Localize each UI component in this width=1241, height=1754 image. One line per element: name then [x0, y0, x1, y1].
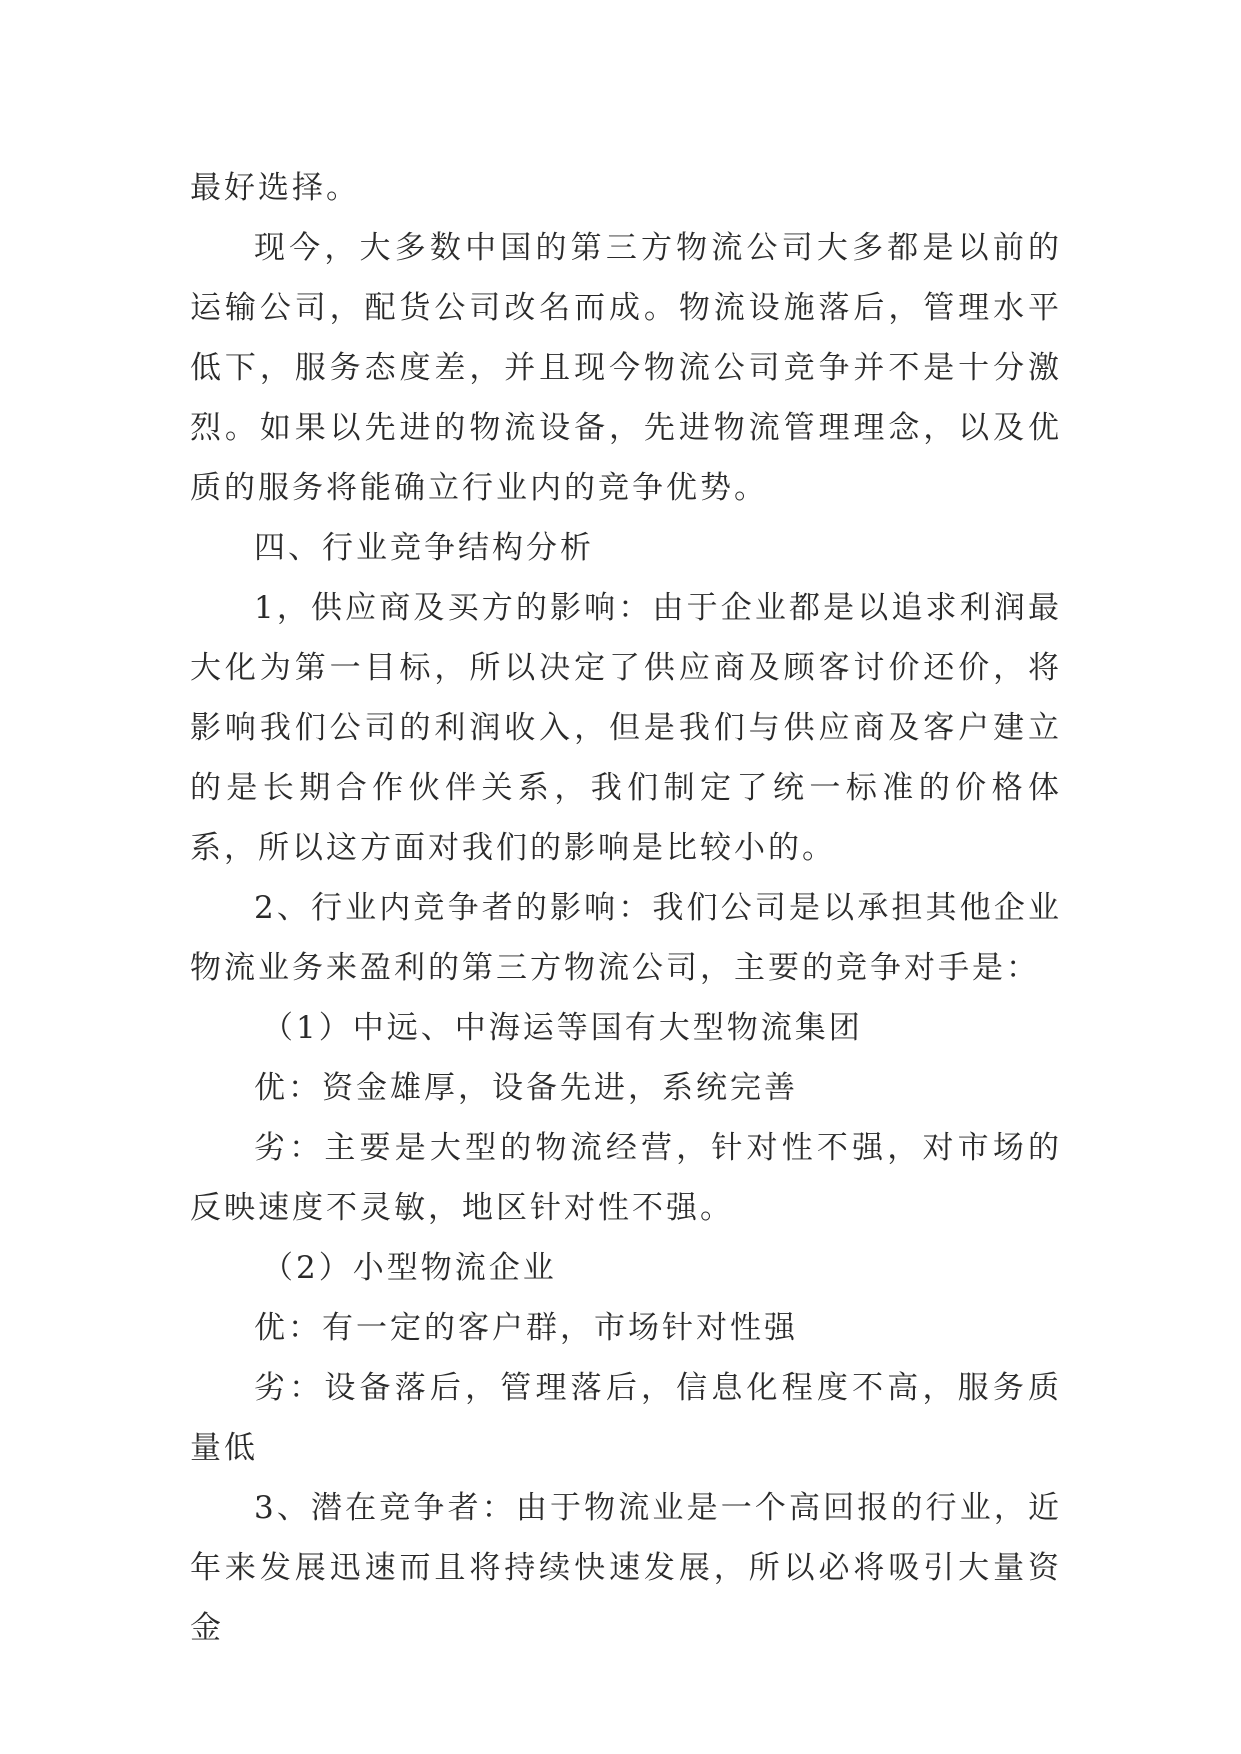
- paragraph-best-choice: 最好选择。: [190, 170, 360, 206]
- list-item-disadvantages-2: 劣：设备落后，管理落后，信息化程度不高，服务质量低: [190, 1370, 1062, 1466]
- paragraph-supplier-buyer-influence: 1，供应商及买方的影响：由于企业都是以追求利润最大化为第一目标，所以决定了供应商及顾客讨价还价，将影响我们公司的利润收入，但是我们与供应商及客户建立的是长期合作伙伴关系，我们制定了统一标准的价格体系，所以这方面对我们的影响是比较小的。: [190, 590, 1062, 866]
- paragraph-potential-competitors: 3、潜在竞争者：由于物流业是一个高回报的行业，近年来发展迅速而且将持续快速发展，所以必将吸引大量资金: [190, 1490, 1062, 1646]
- list-item-advantages-2: 优：有一定的客户群，市场针对性强: [254, 1310, 798, 1346]
- list-item-advantages-1: 优：资金雄厚，设备先进，系统完善: [254, 1070, 798, 1106]
- list-item-small-enterprises: （2）小型物流企业: [262, 1250, 557, 1286]
- paragraph-current-situation: 现今，大多数中国的第三方物流公司大多都是以前的运输公司，配货公司改名而成。物流设施落后，管理水平低下，服务态度差，并且现今物流公司竞争并不是十分激烈。如果以先进的物流设备，先进物流管理理念，以及优质的服务将能确立行业内的竞争优势。: [190, 230, 1062, 506]
- list-item-disadvantages-1: 劣：主要是大型的物流经营，针对性不强，对市场的反映速度不灵敏，地区针对性不强。: [190, 1130, 1062, 1226]
- paragraph-industry-competitors: 2、行业内竞争者的影响：我们公司是以承担其他企业物流业务来盈利的第三方物流公司，主要的竞争对手是：: [190, 890, 1062, 986]
- document-body: [190, 158, 1062, 1658]
- list-item-state-owned-groups: （1）中远、中海运等国有大型物流集团: [262, 1010, 863, 1046]
- section-heading-competition-structure: 四、行业竞争结构分析: [254, 530, 594, 566]
